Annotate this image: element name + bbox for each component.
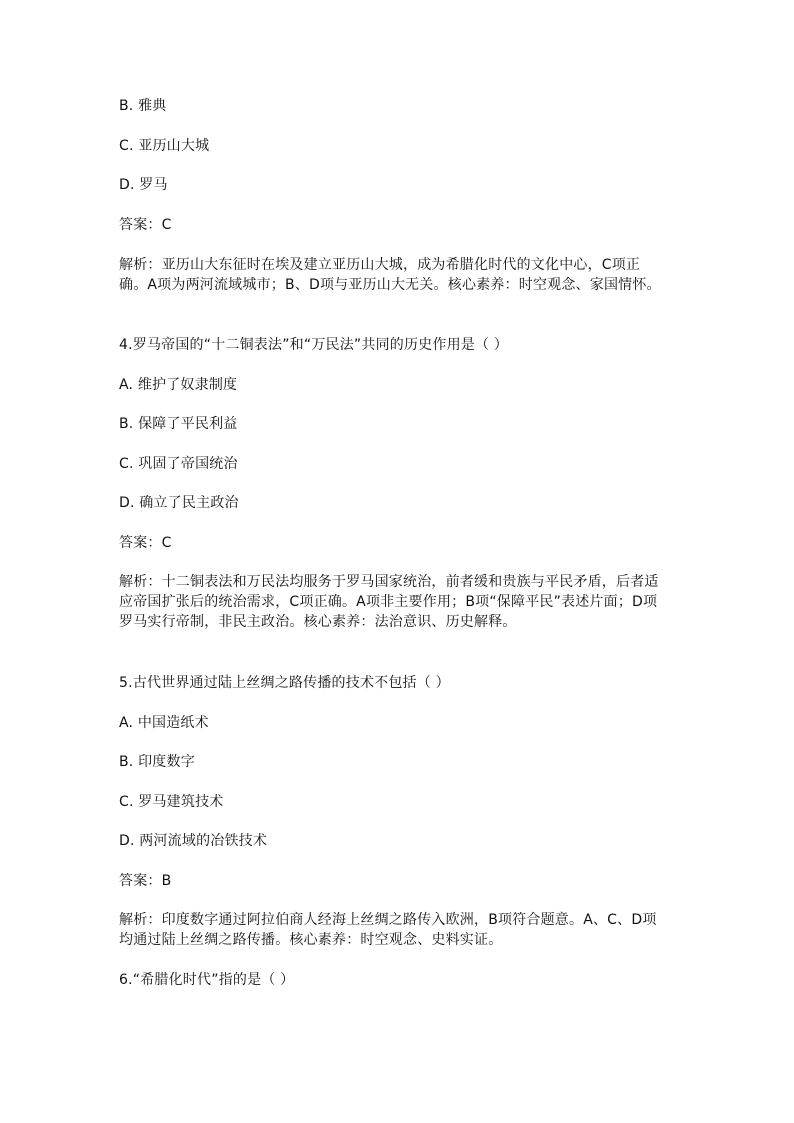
q4-option-c: C. 巩固了帝国统治 [119,456,238,472]
q3-analysis: 解析：亚历山大东征时在埃及建立亚历山大城，成为希腊化时代的文化中心，C项正确。A项为两河流域城市；B、D项与亚历山大无关。核心素养：时空观念、家国情怀。 [119,257,661,293]
q6-stem: 6.“希腊化时代”指的是（ ） [119,972,295,988]
q3-option-d: D. 罗马 [119,177,168,193]
q4-option-d: D. 确立了民主政治 [119,495,239,511]
q4-analysis: 解析：十二铜表法和万民法均服务于罗马国家统治，前者缓和贵族与平民矛盾，后者适应帝国扩张后的统治需求，C项正确。A项非主要作用；B项“保障平民”表述片面；D项罗马实行帝制，非民主政治。核心素养：法治意识、历史解释。 [119,574,659,630]
q5-option-d: D. 两河流域的冶铁技术 [119,833,268,849]
q3-answer: 答案：C [119,217,172,233]
q4-answer: 答案：C [119,535,172,551]
q5-stem: 5.古代世界通过陆上丝绸之路传播的技术不包括（ ） [119,675,450,691]
q4-option-b: B. 保障了平民利益 [119,416,238,432]
q5-analysis: 解析：印度数字通过阿拉伯商人经海上丝绸之路传入欧洲，B项符合题意。A、C、D项均通过陆上丝绸之路传播。核心素养：时空观念、史料实证。 [119,912,657,948]
q5-answer: 答案：B [119,873,172,889]
q5-option-b: B. 印度数字 [119,754,195,770]
q3-option-c: C. 亚历山大城 [119,138,210,154]
q5-option-a: A. 中国造纸术 [119,715,209,731]
q5-option-c: C. 罗马建筑技术 [119,794,224,810]
q4-option-a: A. 维护了奴隶制度 [119,377,238,393]
q4-stem: 4.罗马帝国的“十二铜表法”和“万民法”共同的历史作用是（ ） [119,337,509,353]
q3-option-b: B. 雅典 [119,98,167,114]
